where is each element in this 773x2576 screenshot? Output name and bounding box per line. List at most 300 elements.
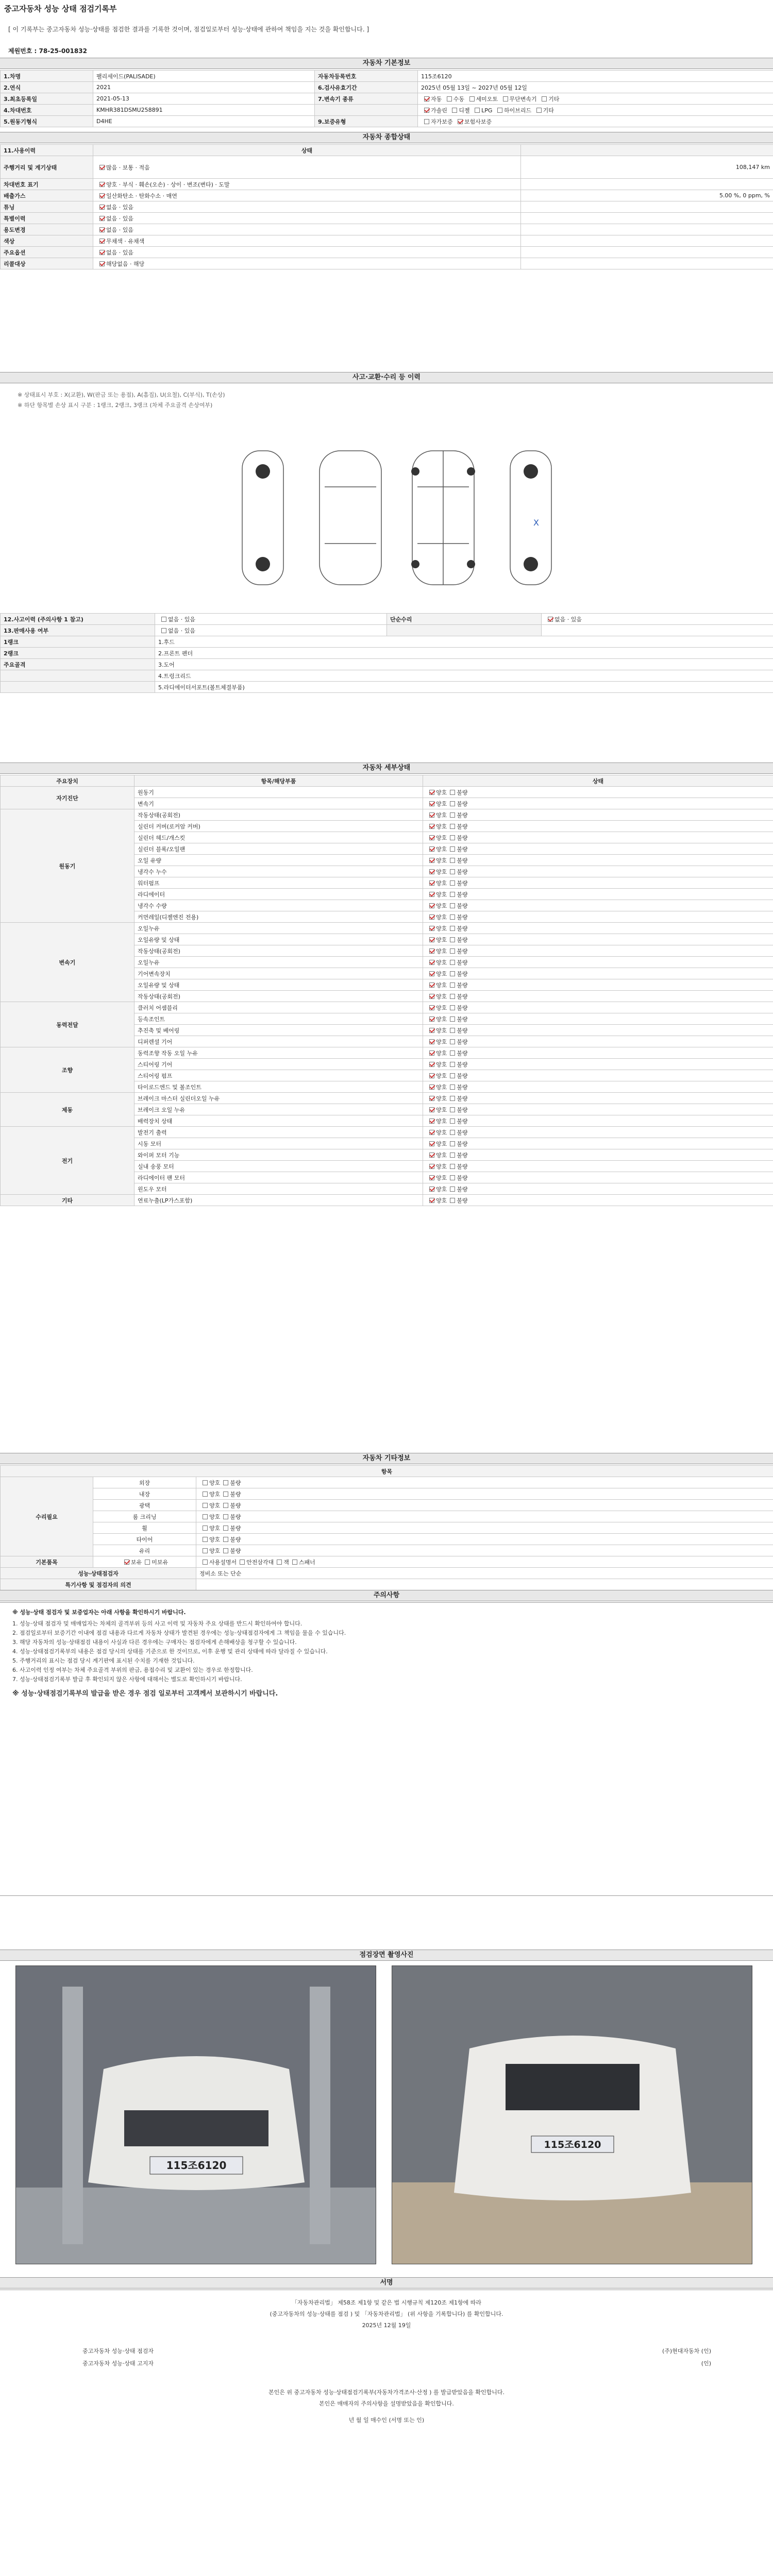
checkbox-icon[interactable] bbox=[450, 960, 455, 965]
checkbox-icon[interactable] bbox=[429, 982, 434, 988]
detail-group: 원동기 bbox=[1, 809, 135, 923]
detail-state bbox=[423, 957, 773, 968]
checkbox-icon[interactable] bbox=[450, 801, 455, 806]
extra-item: 타이어 bbox=[93, 1534, 196, 1545]
detail-state bbox=[423, 1025, 773, 1036]
checkbox-icon[interactable] bbox=[429, 960, 434, 965]
detail-item: 작동상태(공회전) bbox=[135, 809, 423, 821]
checkbox-icon[interactable] bbox=[450, 892, 455, 897]
checkbox-icon[interactable] bbox=[475, 108, 480, 113]
checkbox-icon[interactable] bbox=[450, 948, 455, 954]
state-label: 양호 bbox=[436, 1061, 447, 1068]
checkbox-icon[interactable] bbox=[429, 971, 434, 976]
basic-value: 2021-05-13 bbox=[93, 93, 315, 105]
checkbox-icon[interactable] bbox=[450, 1039, 455, 1044]
basic-item-vals bbox=[93, 1556, 196, 1568]
overall-value: 해당없음 · 해당 bbox=[93, 258, 521, 269]
checkbox-icon[interactable] bbox=[450, 1005, 455, 1010]
checkbox-icon[interactable] bbox=[223, 1480, 228, 1485]
detail-state bbox=[423, 1149, 773, 1161]
caution-line: 2. 점검일로부터 보증기간 이내에 점검 내용과 다르게 자동차 상태가 발견된 경우에는 성능·상태점검자에게 그 책임을 물을 수 있습니다. bbox=[12, 1630, 346, 1636]
section-basic-header: 자동차 기본정보 bbox=[0, 58, 773, 69]
basic-label: 4.차대번호 bbox=[1, 105, 93, 116]
checkbox-icon[interactable] bbox=[240, 1560, 245, 1565]
checkbox-icon[interactable] bbox=[536, 108, 542, 113]
state-label: 불량 bbox=[457, 1083, 468, 1091]
checkbox-icon[interactable] bbox=[450, 869, 455, 874]
basic-opt-label: 잭 bbox=[283, 1558, 289, 1566]
checkbox-icon[interactable] bbox=[429, 790, 434, 795]
state-label: 양호 bbox=[436, 936, 447, 943]
checkbox-icon[interactable] bbox=[450, 1096, 455, 1101]
checkbox-icon[interactable] bbox=[450, 926, 455, 931]
checkbox-icon[interactable] bbox=[548, 617, 553, 622]
checkbox-icon[interactable] bbox=[429, 1141, 434, 1146]
state-label: 불량 bbox=[230, 1479, 241, 1486]
checkbox-icon[interactable] bbox=[429, 1005, 434, 1010]
checkbox-icon[interactable] bbox=[450, 971, 455, 976]
checkbox-icon[interactable] bbox=[429, 1016, 434, 1022]
basic-label: 6.검사유효기간 bbox=[315, 82, 418, 93]
state-label: 양호 bbox=[436, 1015, 447, 1023]
dealer-label: 중고자동차 성능·상태 고지자 bbox=[82, 2360, 154, 2367]
checkbox-icon[interactable] bbox=[429, 1050, 434, 1056]
checkbox-icon[interactable] bbox=[450, 1050, 455, 1056]
checkbox-icon[interactable] bbox=[99, 182, 105, 187]
checkbox-icon[interactable] bbox=[145, 1560, 150, 1565]
status-label: 성능·상태점검자 bbox=[1, 1568, 196, 1579]
overall-label: 차대번호 표기 bbox=[1, 179, 93, 190]
state-label: 양호 bbox=[436, 902, 447, 909]
accident-value: 없음 · 있음 bbox=[155, 614, 387, 625]
state-label: 양호 bbox=[209, 1524, 221, 1532]
state-label: 양호 bbox=[436, 857, 447, 864]
basic-val-label: 미보유 bbox=[152, 1558, 169, 1566]
checkbox-icon[interactable] bbox=[429, 892, 434, 897]
extra-item: 외장 bbox=[93, 1477, 196, 1488]
detail-group: 기타 bbox=[1, 1195, 135, 1206]
checkbox-icon[interactable] bbox=[203, 1560, 208, 1565]
state-label: 양호 bbox=[436, 879, 447, 887]
detail-item: 스티어링 펌프 bbox=[135, 1070, 423, 1081]
checkbox-icon[interactable] bbox=[223, 1514, 228, 1519]
checkbox-icon[interactable] bbox=[124, 1560, 129, 1565]
detail-item: 스티어링 기어 bbox=[135, 1059, 423, 1070]
caution-line: 3. 해당 자동차의 성능·상태점검 내용이 사실과 다른 경우에는 구매자는 점검자에게 손해배상을 청구할 수 있습니다. bbox=[12, 1639, 297, 1646]
checkbox-icon[interactable] bbox=[99, 250, 105, 255]
state-label: 불량 bbox=[457, 1174, 468, 1181]
checkbox-icon[interactable] bbox=[503, 96, 508, 101]
checkbox-icon[interactable] bbox=[203, 1492, 208, 1497]
detail-item: 워터펌프 bbox=[135, 877, 423, 889]
overall-value: 없음 · 있음 bbox=[93, 224, 521, 235]
overall-label: 주행거리 및 계기상태 bbox=[1, 156, 93, 179]
checkbox-icon[interactable] bbox=[429, 880, 434, 886]
detail-item: 변속기 bbox=[135, 798, 423, 809]
checkbox-icon[interactable] bbox=[429, 926, 434, 931]
notice-text: [ 이 기록부는 중고자동차 성능·상태를 점검한 결과를 기록한 것이며, 점검일로부터 성능·상태에 관하여 책임을 지는 것을 확인합니다. ] bbox=[8, 26, 369, 33]
signature-block bbox=[0, 2290, 773, 2527]
state-label: 불량 bbox=[457, 1151, 468, 1159]
status-value: 정비소 또는 단순 bbox=[196, 1568, 773, 1579]
state-label: 양호 bbox=[436, 1095, 447, 1102]
detail-item: 브레이크 마스터 실린더오일 누유 bbox=[135, 1093, 423, 1104]
rank-label: 1랭크 bbox=[1, 636, 155, 648]
state-label: 불량 bbox=[457, 981, 468, 989]
inspector-value: (주)현대자동차 (인) bbox=[662, 2348, 711, 2354]
checkbox-icon[interactable] bbox=[429, 858, 434, 863]
detail-group: 변속기 bbox=[1, 923, 135, 1002]
overall-label: 11.사용이력 bbox=[1, 145, 93, 156]
checkbox-icon[interactable] bbox=[161, 617, 166, 622]
state-label: 양호 bbox=[209, 1502, 221, 1509]
basic-label: 7.변속기 종류 bbox=[315, 93, 418, 105]
rank-label: 2랭크 bbox=[1, 648, 155, 659]
checkbox-icon[interactable] bbox=[450, 1016, 455, 1022]
caution-line: 7. 성능·상태점검기록부 발급 후 확인되지 않은 사항에 대해서는 별도로 확인하시기 바랍니다. bbox=[12, 1676, 242, 1683]
checkbox-icon[interactable] bbox=[203, 1480, 208, 1485]
checkbox-icon[interactable] bbox=[203, 1503, 208, 1508]
checkbox-icon[interactable] bbox=[223, 1492, 228, 1497]
state-label: 양호 bbox=[436, 925, 447, 932]
section-sign-header: 서명 bbox=[0, 2277, 773, 2289]
cautions-head: ※ 성능·상태 점검자 및 보증업자는 아래 사항을 확인하시기 바랍니다. bbox=[12, 1609, 186, 1616]
extra-item: 내장 bbox=[93, 1488, 196, 1500]
state-label: 불량 bbox=[457, 1129, 468, 1136]
checkbox-icon[interactable] bbox=[450, 937, 455, 942]
state-label: 불량 bbox=[457, 834, 468, 841]
emission-value: 5.00 %, 0 ppm, % bbox=[521, 190, 773, 201]
basic-label bbox=[315, 105, 418, 116]
state-label: 불량 bbox=[230, 1547, 241, 1554]
extra-item: 유리 bbox=[93, 1545, 196, 1556]
cautions-body bbox=[0, 1602, 773, 1896]
checkbox-icon[interactable] bbox=[429, 937, 434, 942]
state-label: 불량 bbox=[457, 800, 468, 807]
detail-item: 작동상태(공회전) bbox=[135, 945, 423, 957]
overall-label: 용도변경 bbox=[1, 224, 93, 235]
checkbox-icon[interactable] bbox=[450, 846, 455, 852]
checkbox-icon[interactable] bbox=[450, 1062, 455, 1067]
checkbox-icon[interactable] bbox=[429, 1130, 434, 1135]
checkbox-icon[interactable] bbox=[447, 96, 452, 101]
overall-label: 튜닝 bbox=[1, 201, 93, 213]
opinion-value bbox=[196, 1579, 773, 1590]
detail-state bbox=[423, 798, 773, 809]
checkbox-icon[interactable] bbox=[203, 1514, 208, 1519]
checkbox-icon[interactable] bbox=[450, 835, 455, 840]
rank-parts: 2.프론트 펜더 bbox=[155, 648, 773, 659]
state-label: 불량 bbox=[457, 845, 468, 853]
state-label: 양호 bbox=[436, 834, 447, 841]
checkbox-icon[interactable] bbox=[429, 824, 434, 829]
checkbox-icon[interactable] bbox=[450, 812, 455, 818]
state-label: 양호 bbox=[436, 1163, 447, 1170]
overall-label: 색상 bbox=[1, 235, 93, 247]
checkbox-icon[interactable] bbox=[450, 1084, 455, 1090]
car-diagram bbox=[227, 440, 577, 595]
checkbox-icon[interactable] bbox=[469, 96, 475, 101]
checkbox-icon[interactable] bbox=[450, 1153, 455, 1158]
checkbox-icon[interactable] bbox=[424, 119, 429, 124]
state-label: 불량 bbox=[457, 811, 468, 819]
checkbox-icon[interactable] bbox=[429, 914, 434, 920]
checkbox-icon[interactable] bbox=[450, 1141, 455, 1146]
overall-label: 주요옵션 bbox=[1, 247, 93, 258]
checkbox-icon[interactable] bbox=[429, 948, 434, 954]
extra-state bbox=[196, 1477, 773, 1488]
checkbox-icon[interactable] bbox=[223, 1526, 228, 1531]
sign-text: (중고자동차의 성능·상태를 점검 ) 및 「자동차관리법」 (위 사항을 기록합니다) 를 확인합니다. bbox=[270, 2311, 503, 2317]
detail-item: 오일 유량 bbox=[135, 855, 423, 866]
state-label: 양호 bbox=[209, 1547, 221, 1554]
extra-state bbox=[196, 1488, 773, 1500]
detail-group: 제동 bbox=[1, 1093, 135, 1127]
state-label: 불량 bbox=[457, 1072, 468, 1079]
state-label: 불량 bbox=[457, 789, 468, 796]
checkbox-icon[interactable] bbox=[542, 96, 547, 101]
detail-item: 기어변속장치 bbox=[135, 968, 423, 979]
state-label: 불량 bbox=[230, 1524, 241, 1532]
detail-item: 원동기 bbox=[135, 787, 423, 798]
checkbox-icon[interactable] bbox=[429, 1084, 434, 1090]
detail-state bbox=[423, 821, 773, 832]
checkbox-icon[interactable] bbox=[429, 1198, 434, 1203]
overall-head: 상태 bbox=[93, 145, 521, 156]
detail-state bbox=[423, 877, 773, 889]
detail-state bbox=[423, 1070, 773, 1081]
checkbox-icon[interactable] bbox=[450, 1028, 455, 1033]
state-label: 불량 bbox=[457, 1004, 468, 1011]
buyer-text: 본인은 위 중고자동차 성능·상태점검기록부(자동차가격조사·산정 ) 를 발급받았음을 확인합니다. bbox=[268, 2389, 505, 2396]
checkbox-icon[interactable] bbox=[429, 1153, 434, 1158]
state-label: 불량 bbox=[457, 993, 468, 1000]
checkbox-icon[interactable] bbox=[450, 858, 455, 863]
state-label: 양호 bbox=[436, 1174, 447, 1181]
extra-group: 수리필요 bbox=[1, 1477, 93, 1556]
state-label: 불량 bbox=[457, 868, 468, 875]
checkbox-icon[interactable] bbox=[450, 903, 455, 908]
checkbox-icon[interactable] bbox=[450, 1164, 455, 1169]
detail-group: 자기진단 bbox=[1, 787, 135, 809]
overall-label: 리콜대상 bbox=[1, 258, 93, 269]
basic-opt-label: 스패너 bbox=[298, 1558, 315, 1566]
detail-item: 와이퍼 모터 기능 bbox=[135, 1149, 423, 1161]
rank-parts: 5.라디에이터서포트(볼트체결부품) bbox=[155, 682, 773, 693]
overall-value: 무채색 · 유채색 bbox=[93, 235, 521, 247]
overall-head bbox=[521, 145, 773, 156]
state-label: 불량 bbox=[457, 1106, 468, 1113]
rank-parts: 1.후드 bbox=[155, 636, 773, 648]
detail-state bbox=[423, 1161, 773, 1172]
state-label: 양호 bbox=[436, 811, 447, 819]
rank-label: 주요골격 bbox=[1, 659, 155, 670]
detail-group: 조향 bbox=[1, 1047, 135, 1093]
checkbox-icon[interactable] bbox=[223, 1503, 228, 1508]
detail-state bbox=[423, 1104, 773, 1115]
detail-state bbox=[423, 787, 773, 798]
checkbox-icon[interactable] bbox=[99, 165, 105, 170]
extra-item: 룸 크리닝 bbox=[93, 1511, 196, 1522]
checkbox-icon[interactable] bbox=[450, 982, 455, 988]
suv-front-image bbox=[16, 1966, 376, 2264]
checkbox-icon[interactable] bbox=[450, 1187, 455, 1192]
checkbox-icon[interactable] bbox=[429, 812, 434, 818]
checkbox-icon[interactable] bbox=[458, 119, 463, 124]
detail-head: 상태 bbox=[423, 775, 773, 787]
basic-label: 5.원동기형식 bbox=[1, 116, 93, 127]
state-label: 불량 bbox=[457, 970, 468, 977]
state-label: 양호 bbox=[436, 947, 447, 955]
extra-state bbox=[196, 1500, 773, 1511]
fuel-options: 가솔린 디젤 LPG 하이브리드 기타 bbox=[418, 105, 773, 116]
checkbox-icon[interactable] bbox=[223, 1537, 228, 1542]
checkbox-icon[interactable] bbox=[99, 205, 105, 210]
extra-item: 광택 bbox=[93, 1500, 196, 1511]
checkbox-icon[interactable] bbox=[429, 1028, 434, 1033]
checkbox-icon[interactable] bbox=[429, 1107, 434, 1112]
detail-state bbox=[423, 979, 773, 991]
checkbox-icon[interactable] bbox=[450, 1107, 455, 1112]
basic-label: 3.최초등록일 bbox=[1, 93, 93, 105]
checkbox-icon[interactable] bbox=[450, 994, 455, 999]
front-plate-text: 115조6120 bbox=[166, 2159, 227, 2172]
checkbox-icon[interactable] bbox=[429, 903, 434, 908]
checkbox-icon[interactable] bbox=[99, 216, 105, 221]
detail-state bbox=[423, 889, 773, 900]
checkbox-icon[interactable] bbox=[203, 1526, 208, 1531]
state-label: 불량 bbox=[457, 936, 468, 943]
state-label: 양호 bbox=[436, 1185, 447, 1193]
checkbox-icon[interactable] bbox=[429, 1039, 434, 1044]
checkbox-icon[interactable] bbox=[429, 1118, 434, 1124]
checkbox-icon[interactable] bbox=[99, 239, 105, 244]
checkbox-icon[interactable] bbox=[452, 108, 457, 113]
checkbox-icon[interactable] bbox=[450, 824, 455, 829]
section-cautions-header: 주의사항 bbox=[0, 1590, 773, 1601]
checkbox-icon[interactable] bbox=[429, 1164, 434, 1169]
state-label: 불량 bbox=[457, 1027, 468, 1034]
detail-state bbox=[423, 1195, 773, 1206]
detail-state bbox=[423, 934, 773, 945]
overall-value: 없음 · 있음 bbox=[93, 247, 521, 258]
accident-value: 없음 · 있음 bbox=[155, 625, 387, 636]
checkbox-icon[interactable] bbox=[429, 994, 434, 999]
checkbox-icon[interactable] bbox=[99, 227, 105, 232]
state-label: 불량 bbox=[457, 959, 468, 966]
rear-photo bbox=[392, 1965, 752, 2264]
detail-state bbox=[423, 843, 773, 855]
detail-state bbox=[423, 866, 773, 877]
state-label: 양호 bbox=[436, 1106, 447, 1113]
checkbox-icon[interactable] bbox=[429, 846, 434, 852]
basic-value: 115조6120 bbox=[418, 71, 773, 82]
state-label: 불량 bbox=[457, 1061, 468, 1068]
overall-value: 양호 · 부식 · 훼손(오손) · 상이 · 변조(변타) · 도말 bbox=[93, 179, 521, 190]
detail-item: 클러치 어셈블리 bbox=[135, 1002, 423, 1013]
checkbox-icon[interactable] bbox=[450, 1130, 455, 1135]
checkbox-icon[interactable] bbox=[203, 1548, 208, 1553]
basic-label: 9.보증유형 bbox=[315, 116, 418, 127]
checkbox-icon[interactable] bbox=[277, 1560, 282, 1565]
checkbox-icon[interactable] bbox=[429, 1187, 434, 1192]
checkbox-icon[interactable] bbox=[203, 1537, 208, 1542]
detail-state bbox=[423, 1127, 773, 1138]
accident-label: 12.사고이력 (주의사항 1 참고) bbox=[1, 614, 155, 625]
checkbox-icon[interactable] bbox=[161, 628, 166, 633]
basic-value: 2021 bbox=[93, 82, 315, 93]
accident-table bbox=[0, 613, 773, 693]
checkbox-icon[interactable] bbox=[429, 801, 434, 806]
checkbox-icon[interactable] bbox=[450, 914, 455, 920]
detail-item: 작동상태(공회전) bbox=[135, 991, 423, 1002]
state-label: 양호 bbox=[436, 845, 447, 853]
checkbox-icon[interactable] bbox=[99, 261, 105, 266]
checkbox-icon[interactable] bbox=[424, 108, 429, 113]
state-label: 불량 bbox=[457, 823, 468, 830]
checkbox-icon[interactable] bbox=[424, 96, 429, 101]
checkbox-icon[interactable] bbox=[450, 790, 455, 795]
state-label: 불량 bbox=[457, 1049, 468, 1057]
checkbox-icon[interactable] bbox=[429, 1096, 434, 1101]
caution-line: 6. 사고이력 인정 여부는 차체 주요골격 부위의 판금, 용접수리 및 교환이 있는 경우로 한정합니다. bbox=[12, 1667, 253, 1673]
checkbox-icon[interactable] bbox=[450, 880, 455, 886]
checkbox-icon[interactable] bbox=[429, 835, 434, 840]
front-photo bbox=[15, 1965, 376, 2264]
caution-line: 4. 성능·상태점검기록부의 내용은 점검 당시의 상태를 기준으로 한 것이므로, 이후 운행 및 관리 상태에 따라 달라질 수 있습니다. bbox=[12, 1648, 328, 1655]
detail-item: 타이로드엔드 및 볼조인트 bbox=[135, 1081, 423, 1093]
extra-state bbox=[196, 1534, 773, 1545]
checkbox-icon[interactable] bbox=[292, 1560, 297, 1565]
basic-value: 팰리세이드(PALISADE) bbox=[93, 71, 315, 82]
checkbox-icon[interactable] bbox=[450, 1198, 455, 1203]
basic-opt-label: 사용설명서 bbox=[209, 1558, 237, 1566]
checkbox-icon[interactable] bbox=[497, 108, 502, 113]
detail-item: 라디에이터 팬 모터 bbox=[135, 1172, 423, 1183]
basic-info-table bbox=[0, 70, 773, 127]
checkbox-icon[interactable] bbox=[429, 1175, 434, 1180]
checkbox-icon[interactable] bbox=[450, 1073, 455, 1078]
checkbox-icon[interactable] bbox=[99, 193, 105, 198]
checkbox-icon[interactable] bbox=[450, 1175, 455, 1180]
inspector-label: 중고자동차 성능·상태 점검자 bbox=[82, 2348, 154, 2354]
extra-item: 휠 bbox=[93, 1522, 196, 1534]
detail-item: 실내 송풍 모터 bbox=[135, 1161, 423, 1172]
checkbox-icon[interactable] bbox=[429, 1062, 434, 1067]
buyer-sign: 년 월 일 매수인 (서명 또는 인) bbox=[348, 2417, 425, 2424]
checkbox-icon[interactable] bbox=[450, 1118, 455, 1124]
checkbox-icon[interactable] bbox=[429, 1073, 434, 1078]
sign-date: 2025년 12월 19일 bbox=[362, 2322, 411, 2329]
checkbox-icon[interactable] bbox=[223, 1548, 228, 1553]
basic-value: D4HE bbox=[93, 116, 315, 127]
overall-value: 없음 · 있음 bbox=[93, 213, 521, 224]
detail-item: 동력조향 작동 오일 누유 bbox=[135, 1047, 423, 1059]
state-label: 양호 bbox=[209, 1513, 221, 1520]
checkbox-icon[interactable] bbox=[429, 869, 434, 874]
detail-item: 디퍼렌셜 기어 bbox=[135, 1036, 423, 1047]
mileage-value: 108,147 km bbox=[521, 156, 773, 179]
detail-state bbox=[423, 1002, 773, 1013]
detail-item: 라디에이터 bbox=[135, 889, 423, 900]
detail-item: 냉각수 누수 bbox=[135, 866, 423, 877]
state-label: 양호 bbox=[436, 1038, 447, 1045]
overall-table bbox=[0, 144, 773, 269]
state-label: 양호 bbox=[209, 1536, 221, 1543]
state-label: 양호 bbox=[436, 789, 447, 796]
section-overall-header: 자동차 종합상태 bbox=[0, 132, 773, 143]
state-label: 불량 bbox=[457, 1197, 468, 1204]
